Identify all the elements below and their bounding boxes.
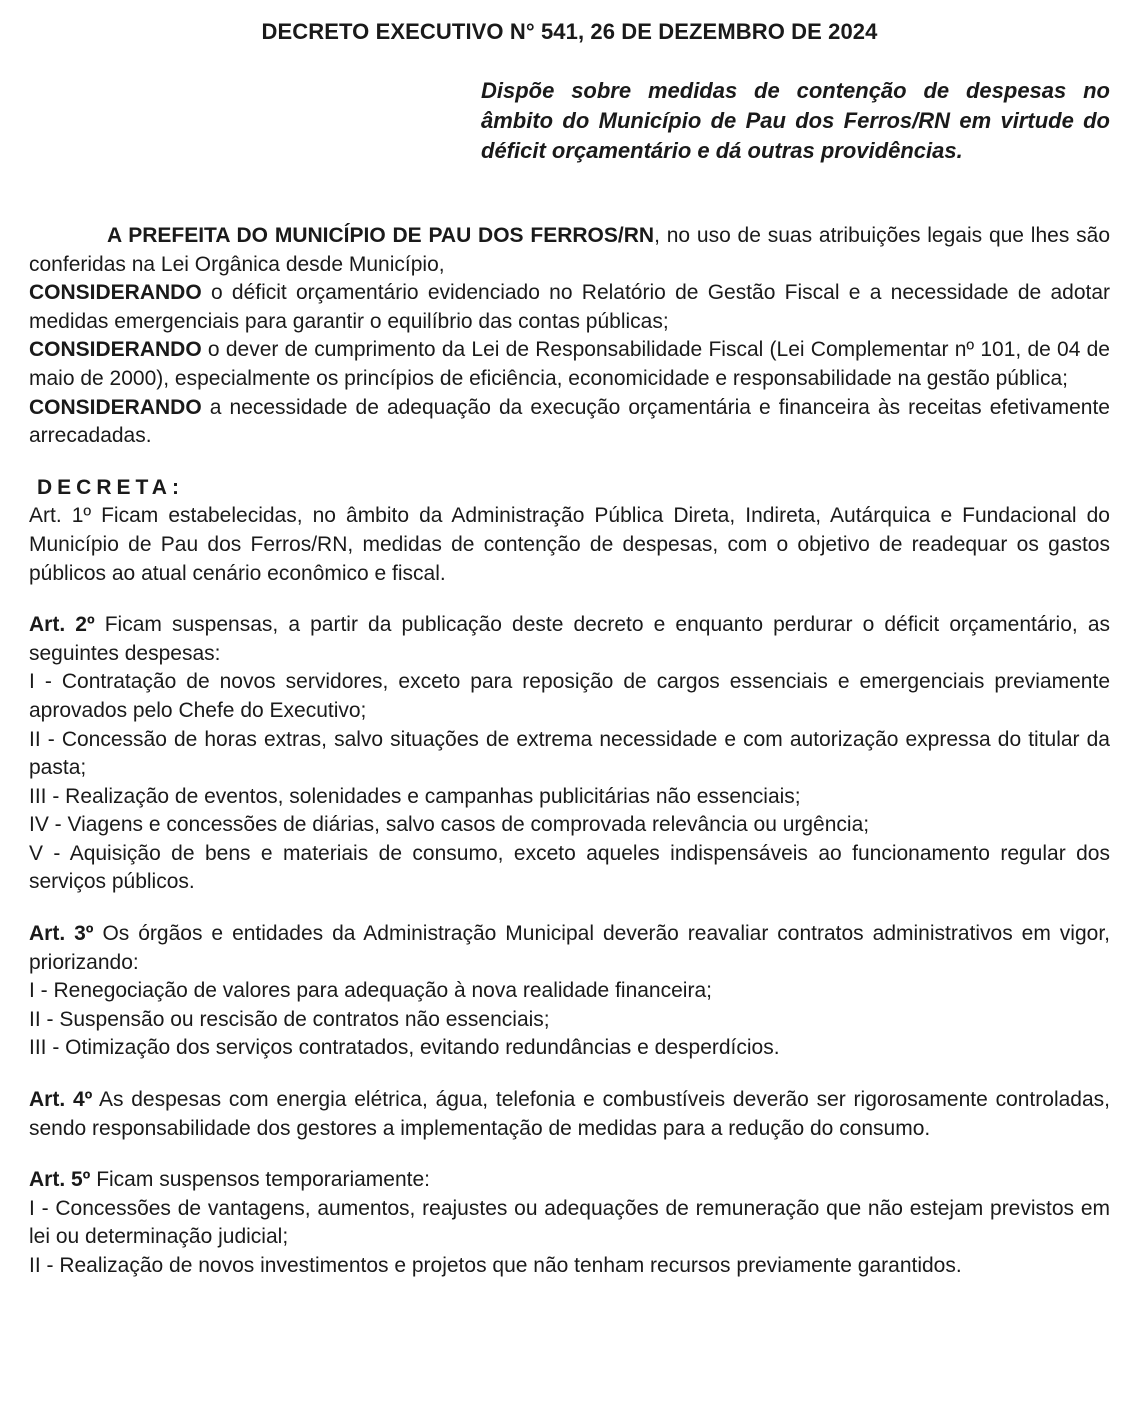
considerando-label: CONSIDERANDO	[29, 338, 202, 362]
article-5-item: I - Concessões de vantagens, aumentos, reajustes ou adequações de remuneração que não estejam previstos em lei ou determinação judicial;	[29, 1196, 1110, 1249]
article-1	[29, 502, 1110, 588]
preamble-text: , no uso de suas atribuições legais que lhes são conferidas na Lei Orgânica desde Município,	[29, 224, 1110, 276]
preamble-authority: A PREFEITA DO MUNICÍPIO DE PAU DOS FERROS/RN	[107, 224, 655, 247]
article-text: Os órgãos e entidades da Administração Municipal deverão reavaliar contratos administrativos em vigor, priorizando:	[29, 922, 1110, 974]
article-text: Ficam suspensas, a partir da publicação deste decreto e enquanto perdurar o déficit orçamentário, as seguintes despesas:	[29, 613, 1110, 665]
article-3	[29, 920, 1110, 977]
article-3-item: II - Suspensão ou rescisão de contratos não essenciais;	[29, 1007, 550, 1031]
considerando-text: a necessidade de adequação da execução orçamentária e financeira às receitas efetivamente arrecadadas.	[29, 395, 1110, 448]
article-2-item: II - Concessão de horas extras, salvo situações de extrema necessidade e com autorização expressa do titular da pasta;	[29, 727, 1110, 780]
decree-body	[29, 222, 1110, 1281]
considerando-1	[29, 279, 1110, 336]
article-2-item: V - Aquisição de bens e materiais de consumo, exceto aqueles indispensáveis ao funcionamento regular dos serviços públicos.	[29, 841, 1110, 894]
article-2-item: III - Realização de eventos, solenidades e campanhas publicitárias não essenciais;	[29, 784, 801, 808]
article-text: As despesas com energia elétrica, água, telefonia e combustíveis deverão ser rigorosamente controladas, sendo responsabilidade dos gestores a implementação de medidas para a redução do consumo.	[29, 1088, 1110, 1140]
article-label: Art. 1º	[29, 504, 92, 528]
considerando-text: o déficit orçamentário evidenciado no Relatório de Gestão Fiscal e a necessidade de adotar medidas emergenciais para garantir o equilíbrio das contas públicas;	[29, 281, 1110, 333]
article-label: Art. 5º	[29, 1168, 91, 1192]
article-2	[29, 611, 1110, 668]
preamble	[29, 222, 1110, 279]
considerando-label: CONSIDERANDO	[29, 395, 202, 419]
article-2-item: I - Contratação de novos servidores, exceto para reposição de cargos essenciais e emergenciais previamente aprovados pelo Chefe do Executivo;	[29, 670, 1110, 722]
considerando-2	[29, 336, 1110, 393]
article-5	[29, 1166, 1110, 1195]
article-label: Art. 2º	[29, 613, 95, 637]
article-text: Ficam suspensos temporariamente:	[90, 1168, 430, 1192]
decreta-heading: DECRETA:	[37, 475, 184, 499]
decree-title: DECRETO EXECUTIVO N° 541, 26 DE DEZEMBRO DE 2024	[261, 19, 878, 44]
article-label: Art. 3º	[29, 922, 94, 946]
article-5-item: II - Realização de novos investimentos e projetos que não tenham recursos previamente garantidos.	[29, 1254, 962, 1277]
article-2-item: IV - Viagens e concessões de diárias, salvo casos de comprovada relevância ou urgência;	[29, 813, 870, 837]
article-4	[29, 1086, 1110, 1143]
article-label: Art. 4º	[29, 1088, 93, 1112]
decree-ementa: Dispõe sobre medidas de contenção de despesas no âmbito do Município de Pau dos Ferros/RN em virtude do déficit orçamentário e dá outras providências.	[481, 78, 1110, 163]
considerando-text: o dever de cumprimento da Lei de Responsabilidade Fiscal (Lei Complementar nº 101, de 04 de maio de 2000), especialmente os princípios de eficiência, economicidade e responsabilidade na gestão pública;	[29, 338, 1110, 390]
considerando-3	[29, 394, 1110, 451]
article-3-item: III - Otimização dos serviços contratados, evitando redundâncias e desperdícios.	[29, 1036, 780, 1060]
article-3-item: I - Renegociação de valores para adequação à nova realidade financeira;	[29, 979, 712, 1003]
article-text: Ficam estabelecidas, no âmbito da Administração Pública Direta, Indireta, Autárquica e Fundacional do Município de Pau dos Ferros/RN, medidas de contenção de despesas, com o objetivo de readequar os gastos públicos ao atual cenário econômico e fiscal.	[29, 504, 1110, 585]
considerando-label: CONSIDERANDO	[29, 281, 202, 305]
